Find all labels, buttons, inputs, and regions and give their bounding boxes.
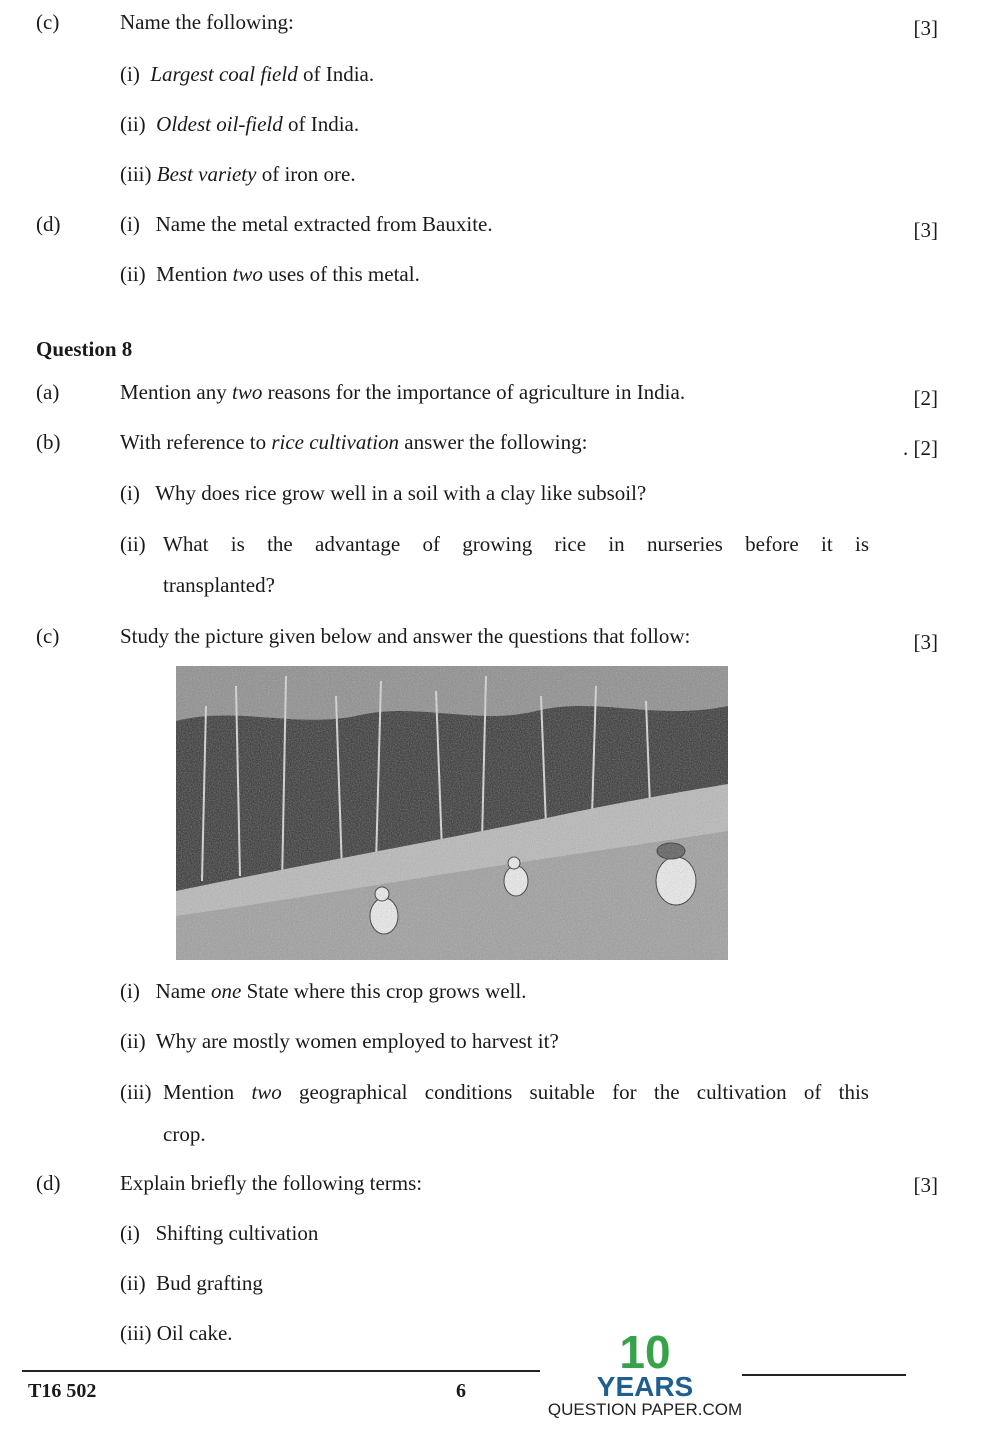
- watermark-logo: [540, 1326, 750, 1420]
- item-text: Oil cake.: [156, 1321, 233, 1345]
- item-text: Shifting cultivation: [155, 1221, 319, 1245]
- item-text: Why are mostly women employed to harvest it?: [155, 1029, 559, 1053]
- q8-a-marks: [2]: [913, 386, 938, 410]
- q8-b-text: With reference to rice cultivation answer the following:: [120, 430, 588, 454]
- list-item: [120, 1271, 263, 1296]
- part-c-label: (c): [36, 10, 60, 34]
- footer-rule-right: [742, 1374, 906, 1376]
- item-emphasis: two: [232, 262, 263, 286]
- item-number: (ii): [120, 262, 146, 286]
- item-number: (ii): [120, 532, 146, 556]
- watermark-number: 10: [619, 1326, 671, 1378]
- item-number: (i): [120, 481, 140, 505]
- item-number: (iii): [120, 1080, 152, 1104]
- part-d-label: (d): [36, 212, 61, 236]
- watermark-years: YEARS: [596, 1371, 694, 1402]
- item-number: (ii): [120, 1271, 146, 1295]
- item-emphasis: Oldest oil-field: [156, 112, 283, 136]
- part-c-marks: [3]: [913, 16, 938, 40]
- footer-rule-left: [22, 1370, 540, 1372]
- item-text: Mention two geographical conditions suitable for the cultivation of this: [163, 1080, 869, 1104]
- item-emphasis: one: [210, 979, 242, 1003]
- item-emphasis: Best variety: [156, 162, 257, 186]
- item-number: (i): [120, 62, 140, 86]
- item-text: Name: [155, 979, 211, 1003]
- item-text: uses of this metal.: [262, 262, 420, 286]
- list-item: [120, 212, 493, 237]
- q8-a-label: (a): [36, 380, 60, 404]
- page-number: 6: [456, 1380, 466, 1402]
- item-text: Bud grafting: [156, 1271, 263, 1295]
- item-text: Mention: [156, 262, 233, 286]
- item-number: (iii): [120, 162, 152, 186]
- item-number: (ii): [120, 112, 146, 136]
- q8-c-label: (c): [36, 624, 60, 648]
- item-emphasis: Largest coal field: [150, 62, 298, 86]
- list-item: [120, 1080, 152, 1105]
- q8-c-text: Study the picture given below and answer the questions that follow:: [120, 624, 691, 648]
- item-number: (i): [120, 212, 140, 236]
- item-text-continued: crop.: [163, 1122, 206, 1146]
- list-item: [120, 112, 359, 137]
- item-text: Name the metal extracted from Bauxite.: [155, 212, 493, 236]
- q8-d-text: Explain briefly the following terms:: [120, 1171, 423, 1195]
- question-title: Question 8: [36, 337, 133, 361]
- item-text-continued: transplanted?: [163, 573, 275, 597]
- list-item: [120, 979, 527, 1004]
- part-d-marks: [3]: [913, 218, 938, 242]
- q8-d-label: (d): [36, 1171, 61, 1195]
- q8-d-marks: [3]: [913, 1173, 938, 1197]
- part-c-text: Name the following:: [120, 10, 294, 34]
- list-item: [120, 1221, 318, 1246]
- list-item: [120, 1321, 233, 1346]
- item-number: (ii): [120, 1029, 146, 1053]
- q8-a-text: Mention any two reasons for the importance of agriculture in India.: [120, 380, 686, 404]
- item-text: of India.: [297, 62, 375, 86]
- item-number: (i): [120, 1221, 140, 1245]
- item-text: of India.: [282, 112, 360, 136]
- list-item: [120, 532, 146, 557]
- list-item: [120, 62, 374, 87]
- list-item: [120, 262, 420, 287]
- item-text: What is the advantage of growing rice in nurseries before it is: [163, 532, 869, 556]
- list-item: [120, 162, 356, 187]
- q8-c-marks: [3]: [913, 630, 938, 654]
- q8-b-marks: . [2]: [903, 436, 938, 460]
- watermark-site: QUESTION PAPER.COM: [547, 1400, 743, 1419]
- q8-b-label: (b): [36, 430, 61, 454]
- paper-code: T16 502: [28, 1380, 97, 1402]
- list-item: [120, 1029, 559, 1054]
- item-number: (iii): [120, 1321, 152, 1345]
- item-number: (i): [120, 979, 140, 1003]
- tea-plantation-photo: [176, 666, 728, 960]
- item-text: State where this crop grows well.: [241, 979, 527, 1003]
- item-text: Why does rice grow well in a soil with a clay like subsoil?: [155, 481, 647, 505]
- item-text: of iron ore.: [256, 162, 356, 186]
- list-item: [120, 481, 646, 506]
